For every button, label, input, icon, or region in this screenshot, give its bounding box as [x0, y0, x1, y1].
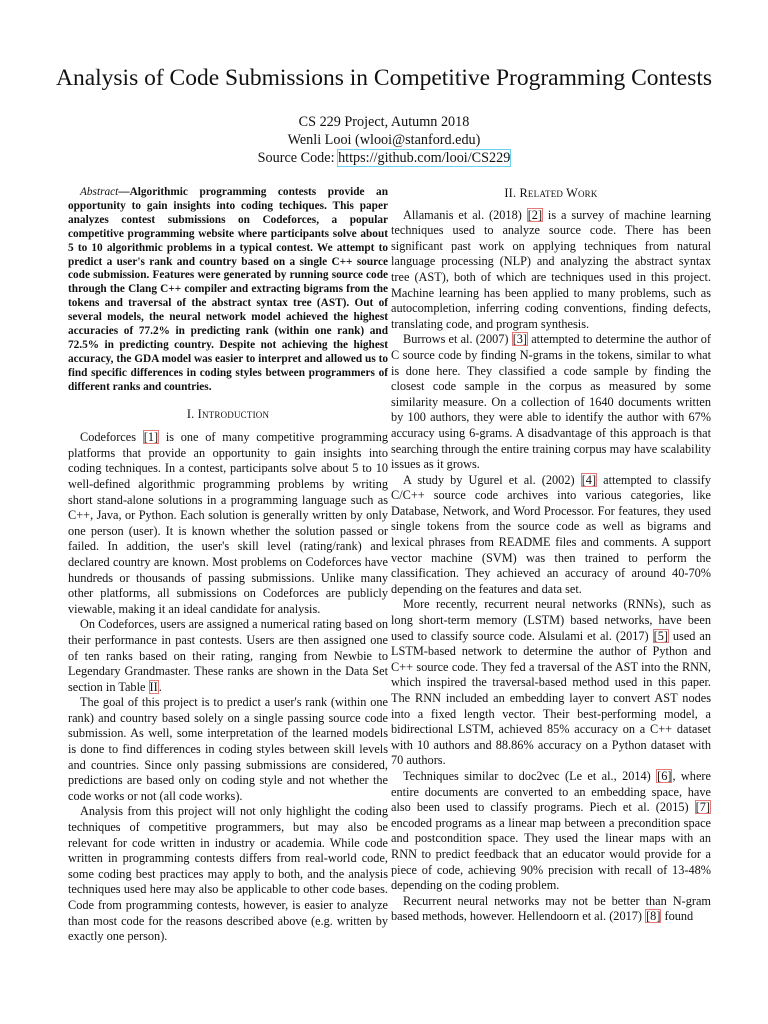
source-code-link[interactable]: https://github.com/looi/CS229 — [338, 150, 511, 166]
related-paragraph-5 — [391, 769, 711, 894]
author-line: Wenli Looi (wlooi@stanford.edu) — [287, 132, 481, 148]
text-run: attempted to determine the author of C source code by finding N-grams in the tokens, similar to what is done here. They classified a code sample by finding the closest code sample in the corpus as measured by some similarity measure. On a collection of 1640 documents written by 100 authors, they were able to identify the author with 67% accuracy using 6-grams. A disadvantage of this approach is that searching through the entire training corpus may have scalability issues as it grows. — [391, 332, 711, 472]
section-title: Related Work — [519, 186, 598, 200]
text-run: is one of many competitive programming platforms that provide an opportunity to gain insights into coding techniques. In a contest, participants solve about 5 to 10 well-defined algorithmic programming problems by writing short stand-alone solutions in a programming language such as C++, Java, or Python. Each solution is generally written by only one person (user). It is known whether the solution passed or failed. In addition, the user's skill level (rating/rank) and declared country are known. Most problems on Codeforces have hundreds or thousands of passing submissions. Unlike many other platforms, all submissions on Codeforces are publicly viewable, making it an ideal candidate for analysis. — [68, 430, 388, 616]
text-run: used an LSTM-based network to determine the author of Python and C++ source code. They fed a traversal of the AST into the RNN, which inspired the traversal-based method used in this paper. The RNN included an embedding layer to convert AST nodes into a fixed length vector. Their best-performing model, a bidirectional LSTM, achieved 85% accuracy on a C++ dataset with 10 authors and 88.86% accuracy on a Python dataset with 70 authors. — [391, 628, 711, 768]
source-line — [0, 149, 768, 167]
related-paragraph-2 — [391, 332, 711, 472]
text-run: is a survey of machine learning techniques used to analyze source code. There has been significant past work on applying techniques from natural language processing (NLP) and analyzing the abstract syntax tree (AST), both of which are techniques used in this project. Machine learning has been applied to many problems, such as autocompletion, inferring coding conventions, finding defects, translating code, and program synthesis. — [391, 207, 711, 331]
text-run: Allamanis et al. (2018) — [403, 207, 527, 222]
text-run: encoded programs as a linear map between a precondition space and postcondition space. They used the linear maps with an RNN to predict feedback that an educator would provide for a piece of code, achieving 90% precision with recall of 13-48% depending on the coding problem. — [391, 815, 711, 893]
citation-link[interactable]: [3] — [512, 332, 528, 347]
text-run: Codeforces — [80, 430, 143, 445]
abstract-text: —Algorithmic programming contests provide an opportunity to gain insights into coding techiques. This paper analyzes contest submissions on Codeforces, a popular competitive programming website where participants solve about 5 to 10 algorithmic problems in a typical contest. We attempt to predict a user's rank and country based on a single C++ source code submission. Features were generated by running source code through the Clang C++ compiler and extracting bigrams from the tokens and traversal of the abstract syntax tree (AST). Out of several models, the neural network model achieved the highest accuracies of 77.2% in predicting rank (within one rank) and 72.5% in predicting country. Despite not achieving the highest accuracy, the GDA model was easier to interpret and allowed us to find specific differences in coding styles between programmers of different ranks and countries. — [68, 186, 388, 393]
related-paragraph-6 — [391, 894, 711, 925]
author-block — [0, 113, 768, 167]
related-paragraph-4 — [391, 597, 711, 769]
text-run: . — [158, 679, 162, 694]
abstract-label: Abstract — [80, 186, 119, 198]
citation-link[interactable]: [7] — [695, 800, 710, 815]
right-column — [391, 186, 711, 925]
text-run: Burrows et al. (2007) — [403, 332, 512, 347]
paper-title: Analysis of Code Submissions in Competitive Programming Contests — [55, 65, 713, 91]
left-column — [68, 186, 388, 945]
intro-paragraph-2 — [68, 617, 388, 695]
text-run: On Codeforces, users are assigned a numerical rating based on their performance in past contests. Users are then assigned one of ten ranks based on their rating, ranging from Newbie to Legendary Grandmaster. These ranks are shown in the Data Set section in Table — [68, 617, 388, 694]
related-paragraph-3 — [391, 473, 711, 598]
citation-link[interactable]: [6] — [657, 768, 672, 783]
intro-paragraph-3: The goal of this project is to predict a user's rank (within one rank) and country based solely on a single passing source code submission. As well, some interpretation of the learned models is done to find differences in coding styles between skill levels and countries. Since only passing submissions are considered, predictions are based only on coding style and not whether the code works or not (all code works). — [68, 695, 388, 803]
source-label: Source Code: — [257, 150, 339, 166]
text-run: attempted to classify C/C++ source code archives into various categories, like Database, Network, and Word Processor. For features, they used single tokens from the source code as well as bigrams and lexical phrases from README files and comments. A support vector machine (SVM) was then trained to perform the classification. They achieved an accuracy of around 40-70% depending on the features and data set. — [391, 472, 711, 596]
section-title: Introduction — [197, 406, 270, 421]
citation-link[interactable]: [2] — [527, 207, 543, 222]
citation-link[interactable]: [8] — [646, 909, 661, 924]
text-run: , where entire documents are converted to an embedding space, have also been used to classify programs. Piech et al. (2015) — [391, 768, 711, 815]
course-line: CS 229 Project, Autumn 2018 — [298, 114, 470, 130]
text-run: A study by Ugurel et al. (2002) — [403, 472, 581, 487]
related-paragraph-1 — [391, 208, 711, 333]
text-run: found — [661, 909, 694, 924]
intro-paragraph-1 — [68, 430, 388, 617]
citation-link[interactable]: [1] — [143, 430, 159, 445]
text-run: More recently, recurrent neural networks (RNNs), such as long short-term memory (LSTM) based networks, have been used to classify source code. Alsulami et al. (2017) — [391, 597, 711, 643]
abstract — [68, 186, 388, 395]
section-number: II. — [504, 186, 520, 200]
citation-link[interactable]: [4] — [581, 472, 597, 487]
citation-link[interactable]: [5] — [653, 628, 668, 643]
section-heading-related-work — [391, 186, 711, 202]
intro-paragraph-4: Analysis from this project will not only highlight the coding techniques of competitive programmers, but may also be relevant for code written in industry or academia. While code written in programming contests differs from real-world code, some coding best practices may apply to both, and the analysis techniques used here may also be applicable to other code bases. Code from programming contests, however, is easier to analyze than most code for the reasons described above (e.g. written by exactly one person). — [68, 804, 388, 944]
text-run: Recurrent neural networks may not be better than N-gram based methods, however. Hellendoorn et al. (2017) — [391, 893, 711, 924]
text-run: Techniques similar to doc2vec (Le et al., 2014) — [403, 768, 657, 783]
table-ref-link[interactable]: II — [149, 679, 158, 694]
section-heading-introduction — [68, 407, 388, 423]
section-number: I. — [186, 406, 198, 421]
